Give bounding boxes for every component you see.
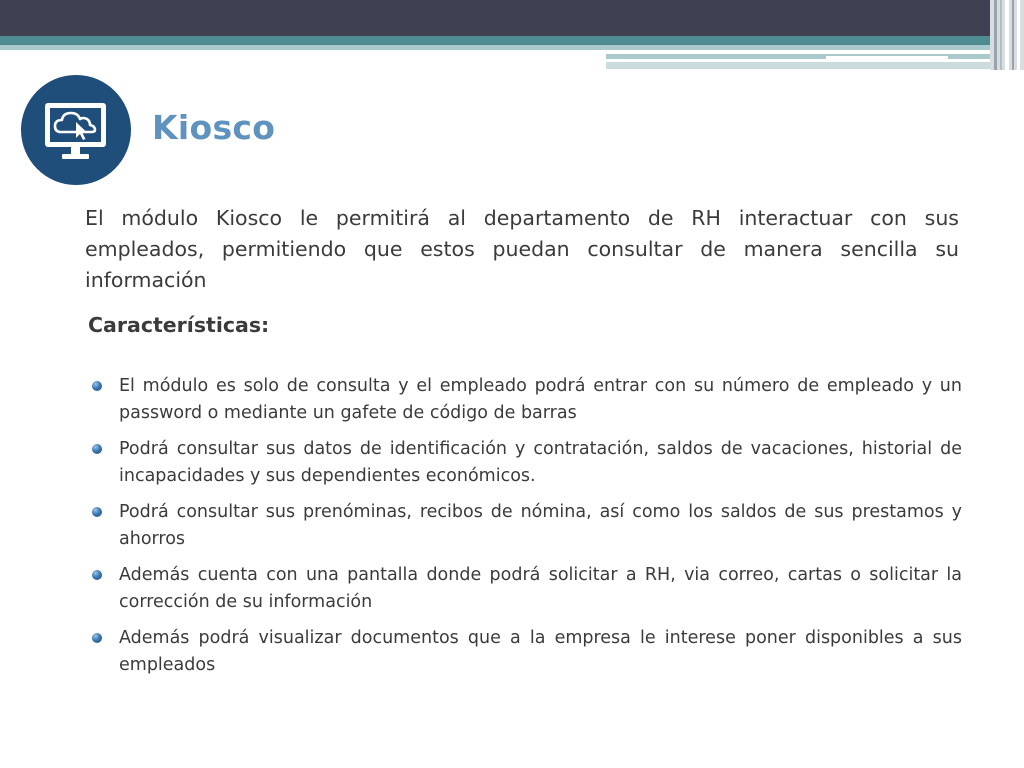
bullet-icon [92,633,102,643]
header-accent-line [606,62,1024,69]
header-bar-teal [0,36,1024,45]
header-vertical-line [994,0,997,70]
list-item-text: Además cuenta con una pantalla donde podrá solicitar a RH, via correo, cartas o solicitar la corrección de su información [119,565,962,612]
header-vertical-line [1012,0,1014,70]
header-accent-line [606,54,1024,59]
bullet-icon [92,507,102,517]
header-bar-dark [0,0,1024,36]
bullet-icon [92,570,102,580]
feature-list [92,373,962,688]
header-accent-line [826,56,948,59]
list-item-text: Podrá consultar sus prenóminas, recibos de nómina, así como los saldos de sus prestamos y ahorros [119,502,962,549]
cloud-computer-icon [21,75,131,185]
bullet-icon [92,381,102,391]
header-vertical-line [1017,0,1020,70]
cloud-computer-icon-svg [21,75,131,185]
list-item [92,625,962,679]
list-item [92,499,962,553]
list-item [92,373,962,427]
list-item-text: El módulo es solo de consulta y el empleado podrá entrar con su número de empleado y un password o mediante un gafete de código de barras [119,376,962,423]
list-item [92,436,962,490]
list-item [92,562,962,616]
list-item-text: Podrá consultar sus datos de identificación y contratación, saldos de vacaciones, historial de incapacidades y sus dependientes económicos. [119,439,962,486]
header-vertical-line [1005,0,1009,70]
header-vertical-line [1000,0,1002,70]
slide-title: Kiosco [152,108,276,147]
bullet-icon [92,444,102,454]
header-bar-light [0,45,1024,50]
section-heading: Características: [88,313,270,337]
intro-paragraph: El módulo Kiosco le permitirá al departamento de RH interactuar con sus empleados, permitiendo que estos puedan consultar de manera sencilla su información [85,206,959,292]
list-item-text: Además podrá visualizar documentos que a la empresa le interese poner disponibles a sus empleados [119,628,962,675]
